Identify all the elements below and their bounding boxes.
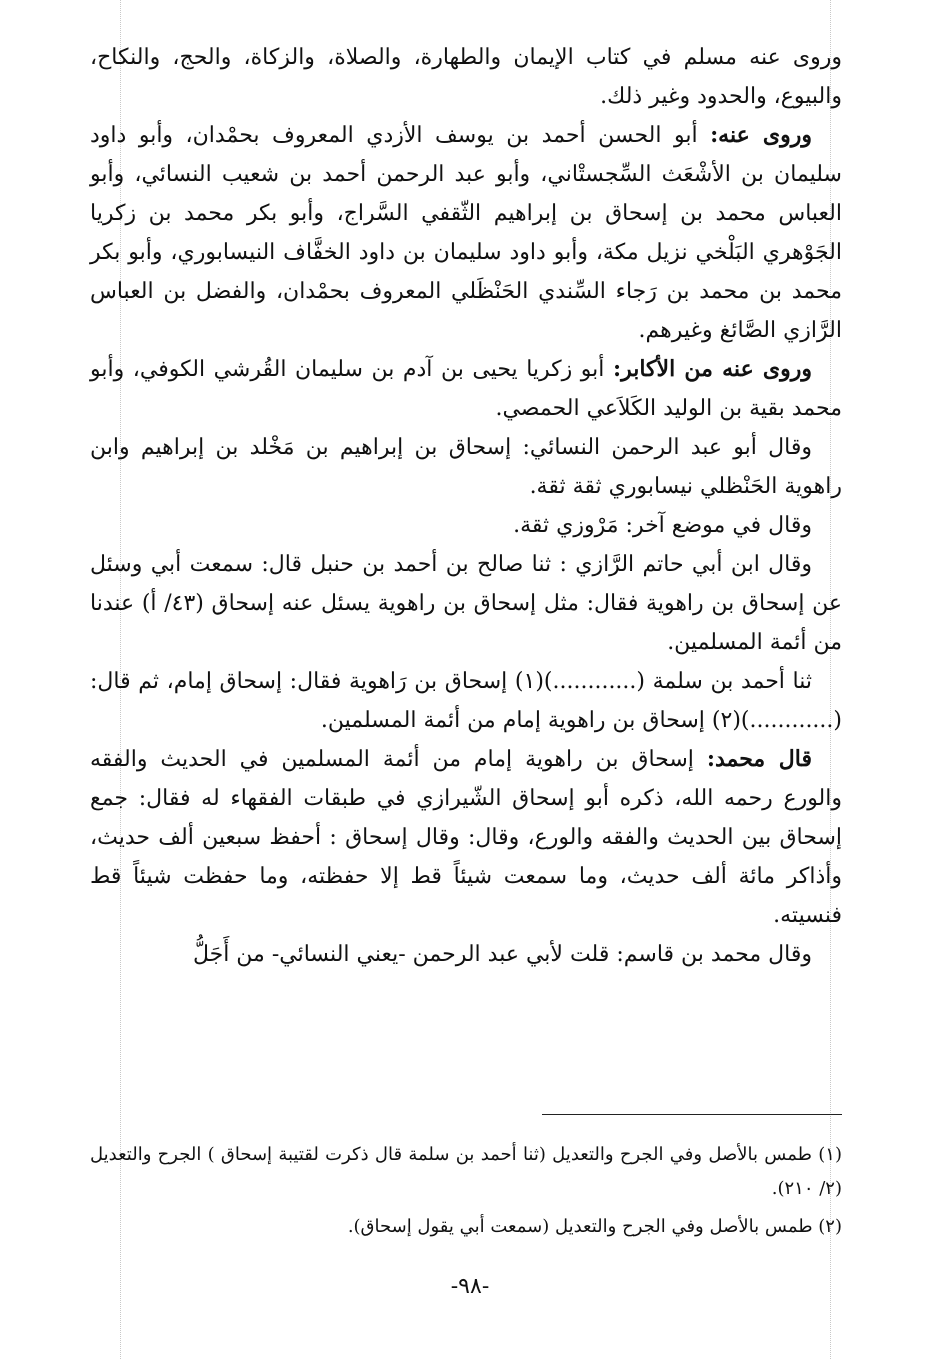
footnote: (١) طمس بالأصل وفي الجرح والتعديل (ثنا أحمد بن سلمة قال ذكرت لقتيبة إسحاق ) الجرح والتعديل (٢/ ٢١٠). (90, 1144, 842, 1199)
paragraph (90, 740, 842, 935)
paragraph-text: ثنا أحمد بن سلمة (............)(١) إسحاق بن رَاهوية فقال: إسحاق إمام، ثم قال: (............)(٢) إسحاق بن راهوية إمام من أئمة المسلمين. (90, 669, 842, 733)
footnote: (٢) طمس بالأصل وفي الجرح والتعديل (سمعت أبي يقول إسحاق). (347, 1216, 842, 1237)
paragraph-text: أبو زكريا يحيى بن آدم بن سليمان القُرشي الكوفي، وأبو محمد بقية بن الوليد الكَلاَعي الحمصي. (90, 357, 842, 421)
page-number: -٩٨- (450, 1274, 490, 1299)
paragraph (90, 935, 842, 974)
footnotes (90, 1138, 842, 1248)
paragraph (90, 428, 842, 506)
paragraph-text: وقال محمد بن قاسم: قلت لأبي عبد الرحمن -يعني النسائي- من أَجَلُّ (192, 942, 812, 967)
paragraph-text: وروى عنه مسلم في كتاب الإيمان والطهارة، والصلاة، والزكاة، والحج، والنكاح، والبيوع، والحدود وغير ذلك. (90, 45, 842, 109)
paragraph-text: أبو الحسن أحمد بن يوسف الأزدي المعروف بحمْدان، وأبو داود سليمان بن الأشْعَث السِّجستْاني، وأبو عبد الرحمن أحمد بن شعيب النسائي، وأبو العباس محمد بن إسحاق بن إبراهيم الثّقفي السَّراج، وأبو بكر محمد بن زكريا الجَوْهري البَلْخي نزيل مكة، وأبو داود سليمان بن داود الخفَّاف النيسابوري، وأبو بكر محمد بن محمد بن رَجاء السِّندي الحَنْظَلي المعروف بحمْدان، والفضل بن العباس الرَّازي الصَّائغ وغيرهم. (90, 123, 842, 343)
paragraph (90, 116, 842, 350)
paragraph (90, 350, 842, 428)
paragraph-text: وقال أبو عبد الرحمن النسائي: إسحاق بن إبراهيم بن مَخْلد بن إبراهيم وابن راهوية الحَنْظلي نيسابوري ثقة ثقة. (90, 435, 842, 499)
paragraph-text: وقال في موضع آخر: مَرْوزي ثقة. (513, 513, 812, 538)
paragraph-text: وقال ابن أبي حاتم الرَّازي : ثنا صالح بن أحمد بن حنبل قال: سمعت أبي وسئل عن إسحاق بن راهوية فقال: مثل إسحاق بن راهوية يسئل عنه إسحاق (٤٣/ أ) عندنا من أئمة المسلمين. (90, 552, 843, 655)
paragraph-lead: وروى عنه: (710, 122, 813, 148)
main-text (90, 38, 842, 974)
paragraph (90, 38, 842, 116)
paragraph (90, 662, 842, 740)
paragraph (90, 506, 842, 545)
paragraph-text: إسحاق بن راهوية إمام من أئمة المسلمين في الحديث والفقه والورع رحمه الله، ذكره أبو إسحاق الشّيرازي في طبقات الفقهاء له فقال: جمع إسحاق بين الحديث والفقه والورع، وقال: وقال إسحاق : أحفظ سبعين ألف حديث، وأذاكر مائة ألف حديث، وما سمعت شيئاً قط إلا حفظته، وما حفظت شيئاً قط فنسيته. (90, 747, 842, 928)
footnote-separator (542, 1114, 842, 1115)
paragraph (90, 545, 842, 662)
paragraph-lead: قال محمد: (706, 746, 812, 772)
paragraph-lead: وروى عنه من الأكابر: (612, 356, 812, 382)
